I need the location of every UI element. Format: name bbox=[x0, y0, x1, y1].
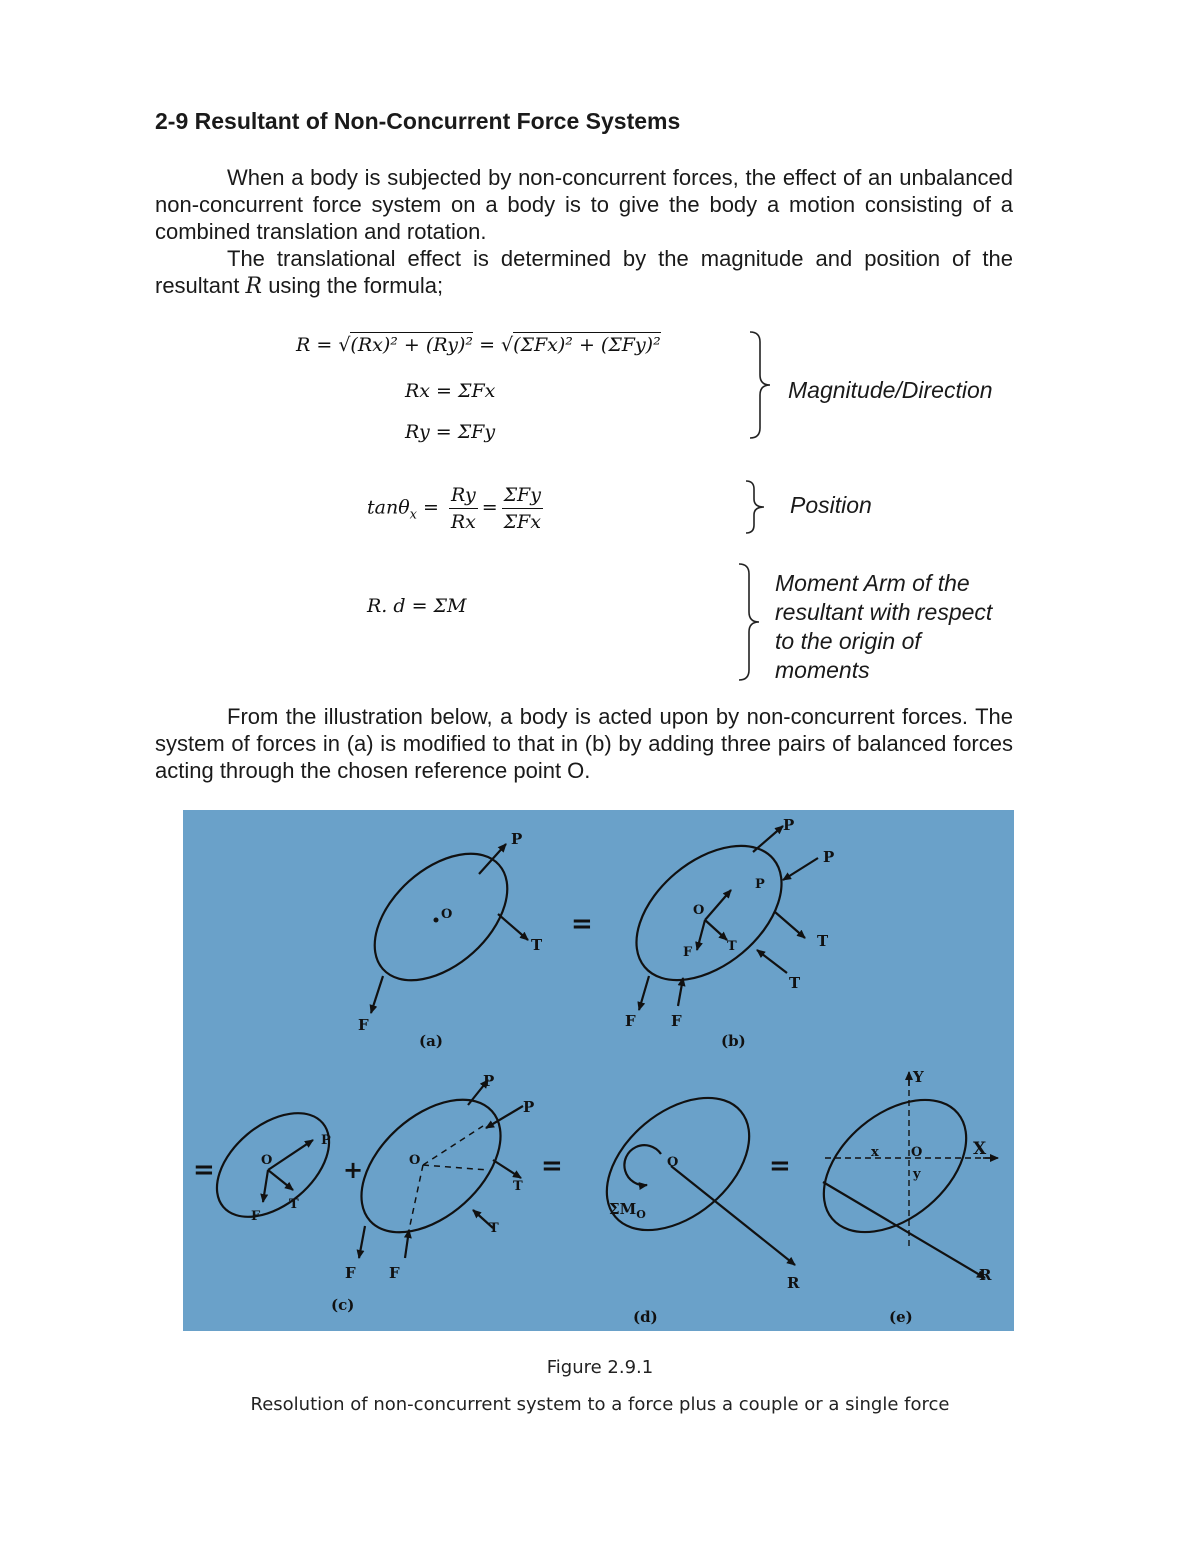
equals-operator: = bbox=[193, 1155, 215, 1185]
label-o: O bbox=[441, 907, 453, 922]
label-y-axis: Y bbox=[913, 1068, 924, 1086]
fraction-denominator: Rx bbox=[450, 511, 476, 533]
label-x-axis: X bbox=[973, 1139, 987, 1159]
sub-label-e: (e) bbox=[889, 1308, 913, 1326]
label-f: F bbox=[358, 1016, 369, 1034]
label-f: F bbox=[683, 945, 693, 960]
origin-point bbox=[434, 918, 439, 923]
moment-arm-line: Moment Arm of the bbox=[775, 570, 970, 596]
equals-sign: = bbox=[416, 496, 445, 519]
label-r: R bbox=[979, 1266, 992, 1284]
plus-operator: + bbox=[343, 1156, 364, 1184]
paragraph-text-a: The translational effect is determined by the magnitude and position of the resultant bbox=[155, 246, 1013, 298]
label-t: T bbox=[513, 1179, 523, 1194]
label-o: O bbox=[693, 903, 705, 918]
figure-number: Figure 2.9.1 bbox=[546, 1357, 654, 1378]
equals-sign: = bbox=[473, 334, 502, 356]
equals-operator: = bbox=[769, 1151, 791, 1181]
moment-formula: R. d = ΣM bbox=[367, 595, 467, 617]
fraction-numerator: ΣFy bbox=[502, 484, 543, 509]
label-sum-moment: $\Sigma M_O$ bbox=[609, 1200, 646, 1221]
label-f: F bbox=[625, 1012, 636, 1030]
r-lhs: R = bbox=[296, 334, 339, 356]
label-p: P bbox=[511, 830, 523, 848]
label-p: P bbox=[321, 1133, 331, 1148]
label-f: F bbox=[345, 1264, 356, 1282]
section-heading: 2-9 Resultant of Non-Concurrent Force Systems bbox=[155, 108, 681, 134]
figure-background bbox=[183, 810, 1014, 1331]
tan-lhs: tanθ bbox=[367, 496, 410, 519]
moment-brace bbox=[734, 560, 762, 684]
label-r: R bbox=[787, 1274, 800, 1292]
label-p: P bbox=[783, 816, 795, 834]
moment-arm-line: to the origin of bbox=[775, 628, 921, 654]
moment-arm-line: moments bbox=[775, 657, 870, 683]
label-t: T bbox=[727, 939, 737, 954]
label-p: P bbox=[483, 1072, 495, 1090]
tan-subscript: x bbox=[409, 507, 417, 523]
rx-formula: Rx = ΣFx bbox=[405, 380, 496, 402]
label-o: O bbox=[261, 1153, 273, 1168]
equals-operator: = bbox=[571, 909, 593, 939]
label-o: O bbox=[911, 1145, 923, 1160]
magnitude-brace bbox=[745, 328, 775, 443]
fraction-sumfy-sumfx bbox=[502, 484, 543, 533]
label-t: T bbox=[789, 974, 801, 992]
sub-label-c: (c) bbox=[331, 1296, 355, 1314]
sqrt-symbol: √ bbox=[501, 334, 514, 356]
label-t: T bbox=[817, 932, 829, 950]
figure-caption: Resolution of non-concurrent system to a force plus a couple or a single force bbox=[250, 1394, 950, 1415]
label-p: P bbox=[523, 1098, 535, 1116]
label-o: O bbox=[667, 1155, 679, 1170]
label-t: T bbox=[489, 1221, 499, 1236]
force-diagram-figure bbox=[183, 810, 1014, 1331]
label-f: F bbox=[389, 1264, 400, 1282]
equals-operator: = bbox=[541, 1151, 563, 1181]
resultant-symbol: R bbox=[245, 274, 263, 299]
tan-formula bbox=[367, 484, 547, 533]
fraction-denominator: ΣFx bbox=[503, 511, 541, 533]
label-p: P bbox=[755, 877, 765, 892]
label-t: T bbox=[289, 1197, 299, 1212]
moment-arm-label bbox=[775, 569, 992, 685]
label-p: P bbox=[823, 848, 835, 866]
paragraph-text-b: using the formula; bbox=[262, 273, 444, 298]
label-o: O bbox=[409, 1153, 421, 1168]
translational-paragraph bbox=[155, 245, 1013, 300]
label-f: F bbox=[251, 1209, 261, 1224]
magnitude-direction-label: Magnitude/Direction bbox=[788, 377, 993, 403]
position-brace bbox=[742, 478, 768, 536]
equals-sign: = bbox=[481, 496, 498, 519]
illustration-paragraph: From the illustration below, a body is acted upon by non-concurrent forces. The system of forces in (a) is modified to that in (b) by adding three pairs of balanced forces acting through the chosen reference point O. bbox=[155, 704, 1013, 783]
label-y: y bbox=[913, 1167, 921, 1182]
sub-label-a: (a) bbox=[419, 1032, 443, 1050]
sub-label-d: (d) bbox=[633, 1308, 658, 1326]
radicand-2: (ΣFx)² + (ΣFy)² bbox=[513, 334, 661, 356]
resultant-formula bbox=[296, 334, 661, 356]
ry-formula: Ry = ΣFy bbox=[405, 421, 496, 443]
label-f: F bbox=[671, 1012, 682, 1030]
moment-arm-line: resultant with respect bbox=[775, 599, 993, 625]
radicand-1: (Rx)² + (Ry)² bbox=[350, 334, 474, 356]
sub-label-b: (b) bbox=[721, 1032, 746, 1050]
label-x: x bbox=[871, 1145, 879, 1160]
position-label: Position bbox=[790, 492, 872, 518]
label-t: T bbox=[531, 936, 543, 954]
sqrt-symbol: √ bbox=[338, 334, 351, 356]
fraction-numerator: Ry bbox=[449, 484, 478, 509]
fraction-ry-rx bbox=[449, 484, 478, 533]
intro-paragraph: When a body is subjected by non-concurrent forces, the effect of an unbalanced non-concurrent force system on a body is to give the body a motion consisting of a combined translation and rotation. bbox=[155, 165, 1013, 244]
